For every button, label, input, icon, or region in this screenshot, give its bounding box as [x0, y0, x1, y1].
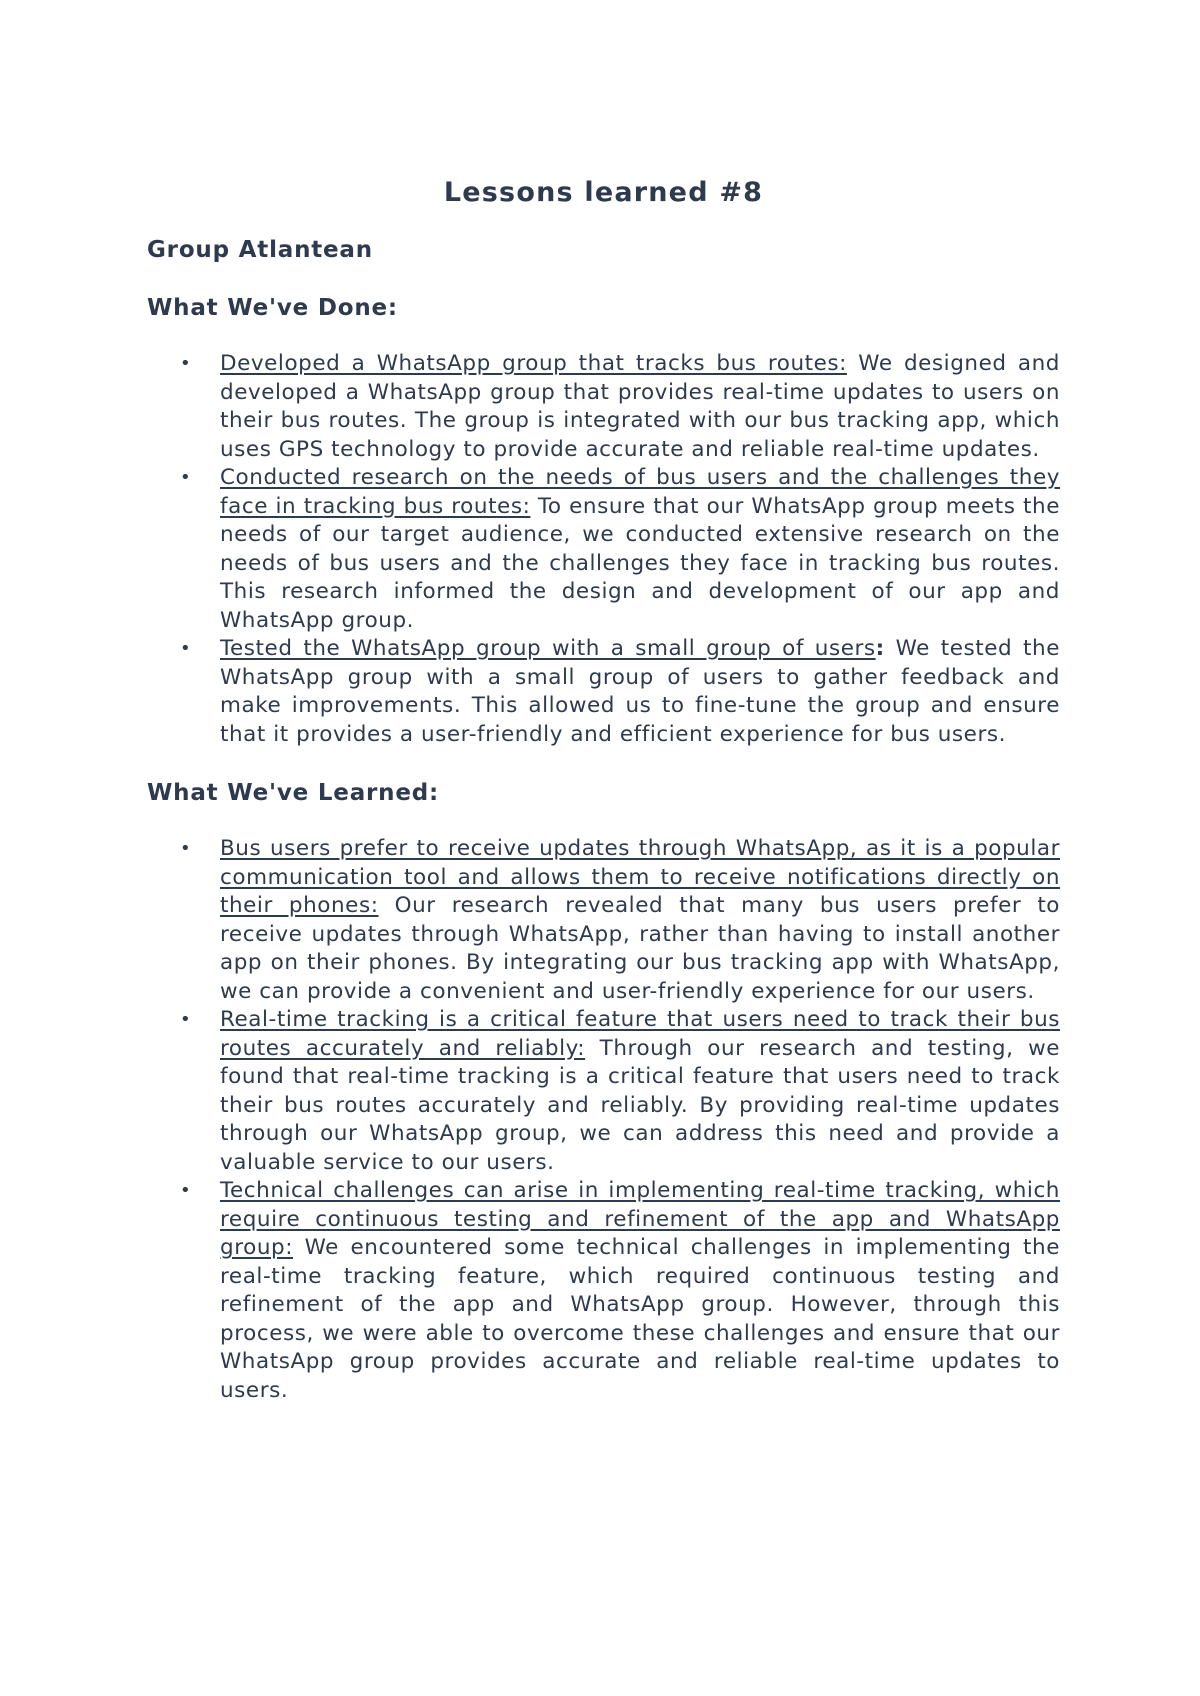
item-lead: Technical challenges can arise in implementing real-time tracking, which require continuous testing and refinement of the app and WhatsApp group: [220, 1178, 1060, 1260]
bullet-icon: • [180, 638, 192, 659]
list-item [147, 635, 1060, 749]
document-body [147, 176, 1060, 1405]
item-colon: : [875, 636, 885, 661]
bullet-icon: • [180, 838, 192, 859]
bullet-icon: • [180, 353, 192, 374]
bullet-icon: • [180, 1009, 192, 1030]
bullet-icon: • [180, 467, 192, 488]
item-text: Our research revealed that many bus users prefer to receive updates through WhatsApp, rather than having to install another app on their phones. By integrating our bus tracking app with WhatsApp, we can provide a convenient and user-friendly experience for our users. [220, 893, 1061, 1004]
group-name: Group Atlantean [147, 237, 373, 263]
item-text: We designed and developed a WhatsApp group that provides real-time updates to users on their bus routes. The group is integrated with our bus tracking app, which uses GPS technology to provide accurate and reliable real-time updates. [220, 351, 1060, 462]
item-lead: Tested the WhatsApp group with a small group of users [220, 636, 876, 661]
item-lead: Real-time tracking is a critical feature that users need to track their bus routes accurately and reliably: [220, 1007, 1060, 1061]
item-text: We tested the WhatsApp group with a small group of users to gather feedback and make improvements. This allowed us to fine-tune the group and ensure that it provides a user-friendly and efficient experience for bus users. [220, 636, 1060, 747]
document-title: Lessons learned #8 [443, 177, 764, 208]
item-lead: Bus users prefer to receive updates through WhatsApp, as it is a popular communication tool and allows them to receive notifications directly on their phones: [220, 836, 1060, 918]
list-item [147, 350, 1060, 464]
list-item [147, 1177, 1060, 1405]
item-text: Through our research and testing, we found that real-time tracking is a critical feature that users need to track their bus routes accurately and reliably. By providing real-time updates through our WhatsApp group, we can address this need and provide a valuable service to our users. [220, 1035, 1060, 1175]
item-text: We encountered some technical challenges in implementing the real-time tracking feature, which required continuous testing and refinement of the app and WhatsApp group. However, through this process, we were able to overcome these challenges and ensure that our WhatsApp group provides accurate and reliable real-time updates to users. [220, 1235, 1060, 1403]
item-lead: Developed a WhatsApp group that tracks bus routes: [220, 351, 847, 376]
bullet-icon: • [180, 1180, 192, 1201]
section-heading-done: What We've Done: [147, 295, 398, 321]
item-lead: Conducted research on the needs of bus users and the challenges they face in tracking bus routes: [220, 465, 1060, 519]
list-item [147, 1006, 1060, 1177]
done-list [147, 350, 1060, 749]
list-item [147, 464, 1060, 635]
item-text: To ensure that our WhatsApp group meets the needs of our target audience, we conducted extensive research on the needs of bus users and the challenges they face in tracking bus routes. This research informed the design and development of our app and WhatsApp group. [220, 493, 1060, 633]
list-item [147, 835, 1060, 1006]
learned-list [147, 835, 1060, 1405]
section-heading-learned: What We've Learned: [147, 780, 440, 806]
